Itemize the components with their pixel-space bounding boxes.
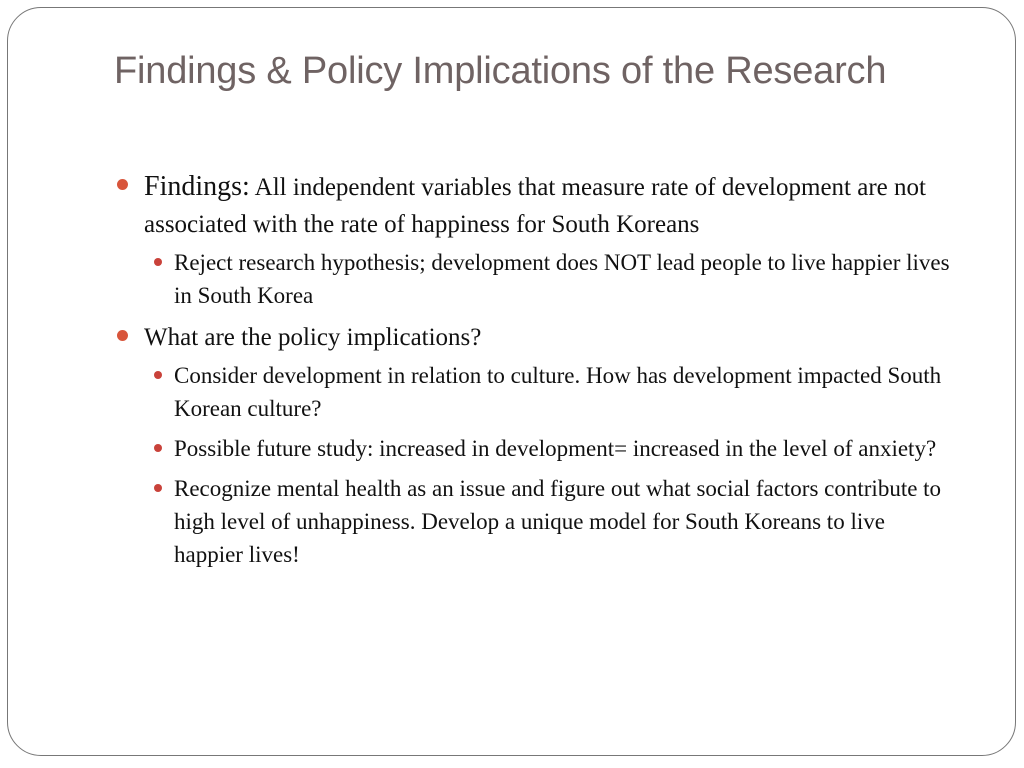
bullet-text: What are the policy implications? (144, 324, 482, 351)
sub-bullet-text: Reject research hypothesis; development does NOT lead people to live happier lives in South Korea (174, 250, 950, 308)
bullet-policy-implications (114, 319, 959, 571)
sub-bullet-dot-icon (154, 371, 162, 379)
bullet-dot-icon (117, 179, 128, 190)
bullet-findings (114, 168, 959, 312)
sub-bullet-text: Consider development in relation to culture. How has development impacted South Korean culture? (174, 363, 942, 421)
sub-bullet-list (144, 246, 959, 312)
slide-title: Findings & Policy Implications of the Research (114, 50, 887, 92)
sub-bullet-dot-icon (154, 258, 162, 266)
slide-content (114, 168, 959, 578)
sub-bullet-list (144, 359, 959, 571)
sub-bullet-dot-icon (154, 484, 162, 492)
sub-bullet-text: Possible future study: increased in development= increased in the level of anxiety? (174, 436, 937, 461)
sub-bullet-item (144, 246, 959, 312)
sub-bullet-item (144, 472, 959, 571)
bullet-list (114, 168, 959, 571)
sub-bullet-item (144, 432, 959, 465)
bullet-dot-icon (117, 330, 128, 341)
bullet-lead: Findings: (144, 171, 250, 202)
sub-bullet-text: Recognize mental health as an issue and figure out what social factors contribute to high level of unhappiness. Develop a unique model for South Koreans to live happier lives! (174, 476, 942, 567)
sub-bullet-dot-icon (154, 444, 162, 452)
bullet-text: All independent variables that measure rate of development are not associated with the rate of happiness for South Koreans (144, 174, 926, 238)
sub-bullet-item (144, 359, 959, 425)
